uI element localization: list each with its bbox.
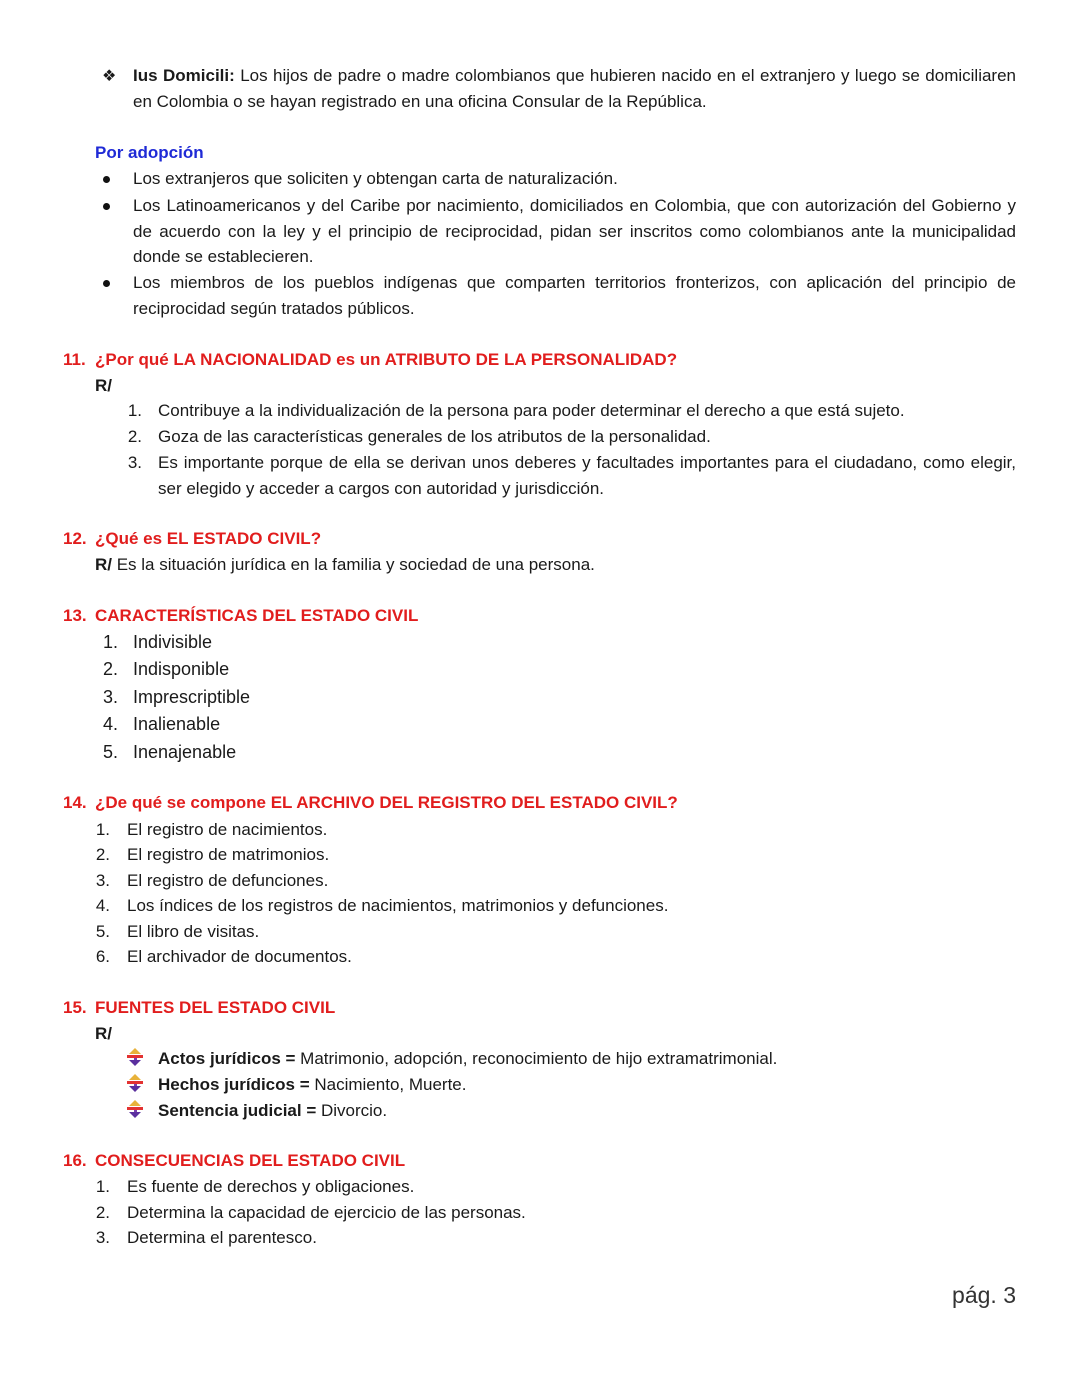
- q16-item: Determina la capacidad de ejercicio de las personas.: [127, 1203, 526, 1222]
- q16-item: Determina el parentesco.: [127, 1228, 317, 1247]
- q14-item: El archivador de documentos.: [127, 947, 352, 966]
- q15-item: [158, 1072, 466, 1098]
- q11-item: Contribuye a la individualización de la persona para poder determinar el derecho a que está sujeto.: [158, 401, 905, 420]
- q14-number: 14.: [63, 793, 87, 812]
- q13-item-number: 3.: [102, 687, 118, 707]
- ius-domicili-label: Ius Domicili:: [133, 66, 235, 85]
- bullet-icon: [103, 280, 110, 287]
- q14-item-number: 4.: [95, 896, 110, 915]
- q14-item: El libro de visitas.: [127, 922, 260, 941]
- q15-number: 15.: [63, 998, 87, 1017]
- q14-item-number: 5.: [95, 922, 110, 941]
- page-number: pág. 3: [952, 1282, 1016, 1308]
- q12-answer-label: R/: [95, 555, 112, 574]
- q14-item-number: 3.: [95, 871, 110, 890]
- q11-answer-label: R/: [95, 376, 112, 395]
- q13-item: Indivisible: [133, 632, 213, 652]
- q11-number: 11.: [63, 350, 86, 369]
- q13-item: Inenajenable: [133, 742, 237, 762]
- q16-item-number: 2.: [95, 1203, 110, 1222]
- q13-item-number: 4.: [102, 714, 118, 734]
- bullet-icon: [103, 176, 110, 183]
- q11-title: ¿Por qué LA NACIONALIDAD es un ATRIBUTO DE LA PERSONALIDAD?: [95, 350, 678, 369]
- q16-item-number: 3.: [95, 1228, 110, 1247]
- q14-item: El registro de defunciones.: [127, 871, 329, 890]
- q15-item-label: Actos jurídicos =: [158, 1049, 296, 1068]
- q15-item-label: Sentencia judicial =: [158, 1101, 317, 1120]
- q14-item-number: 2.: [95, 845, 110, 864]
- q14-item-number: 1.: [95, 820, 110, 839]
- q11-item-number: 1.: [127, 401, 142, 420]
- q15-item-label: Hechos jurídicos =: [158, 1075, 310, 1094]
- arrow-bullet-icon: [126, 1047, 144, 1067]
- q12-answer: [95, 552, 595, 578]
- diamond-bullet-icon: ❖: [102, 68, 117, 85]
- q13-item-number: 1.: [102, 632, 118, 652]
- q11-item-number: 2.: [127, 427, 142, 446]
- q14-title: ¿De qué se compone EL ARCHIVO DEL REGISTRO DEL ESTADO CIVIL?: [95, 793, 678, 812]
- q14-item: El registro de nacimientos.: [127, 820, 328, 839]
- q13-item: Inalienable: [133, 714, 221, 734]
- q11-item: Goza de las características generales de los atributos de la personalidad.: [158, 427, 711, 446]
- q15-item-text: Matrimonio, adopción, reconocimiento de hijo extramatrimonial.: [295, 1049, 778, 1068]
- q14-item: El registro de matrimonios.: [127, 845, 330, 864]
- q13-item: Indisponible: [133, 659, 230, 679]
- q12-number: 12.: [63, 529, 87, 548]
- q16-item: Es fuente de derechos y obligaciones.: [127, 1177, 415, 1196]
- q13-title: CARACTERÍSTICAS DEL ESTADO CIVIL: [95, 606, 419, 625]
- q13-item-number: 2.: [102, 659, 118, 679]
- q11-item: Es importante porque de ella se derivan unos deberes y facultades importantes para el ciudadano, como elegir, ser elegido y acceder a cargos con autoridad y jurisdicción.: [158, 453, 1016, 498]
- ius-domicili-paragraph: [133, 63, 1016, 114]
- ius-domicili-text: Los hijos de padre o madre colombianos que hubieren nacido en el extranjero y luego se domiciliaren en Colombia o se hayan registrado en una oficina Consular de la República.: [133, 66, 1016, 111]
- adopcion-item: Los miembros de los pueblos indígenas que comparten territorios fronterizos, con aplicación del principio de reciprocidad según tratados públicos.: [133, 273, 1016, 318]
- q11-item-number: 3.: [127, 453, 142, 472]
- adopcion-item: Los extranjeros que soliciten y obtengan carta de naturalización.: [133, 169, 618, 188]
- q15-title: FUENTES DEL ESTADO CIVIL: [95, 998, 336, 1017]
- q15-item-text: Nacimiento, Muerte.: [309, 1075, 467, 1094]
- q13-item-number: 5.: [102, 742, 118, 762]
- adopcion-title: Por adopción: [95, 143, 204, 162]
- q15-item-text: Divorcio.: [316, 1101, 388, 1120]
- q16-number: 16.: [63, 1151, 87, 1170]
- q12-answer-text: Es la situación jurídica en la familia y sociedad de una persona.: [112, 555, 595, 574]
- q15-item: [158, 1046, 777, 1072]
- q14-item: Los índices de los registros de nacimientos, matrimonios y defunciones.: [127, 896, 669, 915]
- bullet-icon: [103, 203, 110, 210]
- q16-title: CONSECUENCIAS DEL ESTADO CIVIL: [95, 1151, 406, 1170]
- q12-title: ¿Qué es EL ESTADO CIVIL?: [95, 529, 322, 548]
- q13-item: Imprescriptible: [133, 687, 251, 707]
- q14-item-number: 6.: [95, 947, 110, 966]
- arrow-bullet-icon: [126, 1099, 144, 1119]
- q15-item: [158, 1098, 387, 1124]
- arrow-bullet-icon: [126, 1073, 144, 1093]
- q16-item-number: 1.: [95, 1177, 110, 1196]
- adopcion-item: Los Latinoamericanos y del Caribe por nacimiento, domiciliados en Colombia, que con autorización del Gobierno y de acuerdo con la ley y el principio de reciprocidad, pidan ser inscritos como colombianos ante la municipalidad donde se establecieren.: [133, 196, 1016, 267]
- q13-number: 13.: [63, 606, 87, 625]
- q15-answer-label: R/: [95, 1024, 112, 1043]
